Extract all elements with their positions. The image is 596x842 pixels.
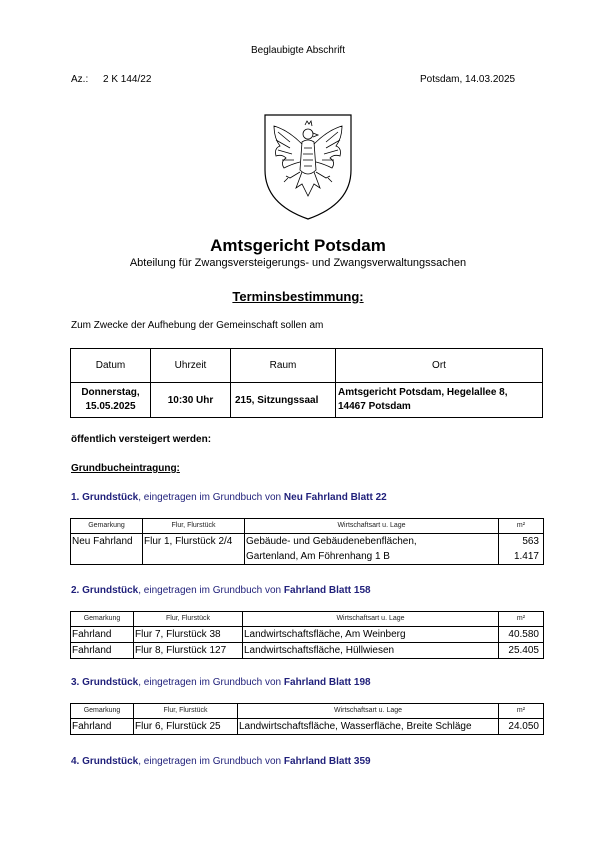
appointment-weekday: Donnerstag, xyxy=(81,387,140,398)
cell-art-line2: Gartenland, Am Föhrenhang 1 B xyxy=(246,551,390,562)
cell-gemarkung: Fahrland xyxy=(71,627,134,643)
cell-art: Landwirtschaftsfläche, Hüllwiesen xyxy=(243,643,499,659)
plot-register-text: , eingetragen im Grundbuch von xyxy=(138,677,282,688)
appointment-value-row xyxy=(71,383,543,418)
header-gemarkung: Gemarkung xyxy=(71,704,134,719)
file-number-label: Az.: xyxy=(71,74,89,85)
plot-heading-3 xyxy=(71,677,371,688)
cell-flur: Flur 7, Flurstück 38 xyxy=(134,627,243,643)
plot-table-3 xyxy=(70,703,544,735)
table-row xyxy=(71,719,544,735)
cell-gemarkung: Fahrland xyxy=(71,643,134,659)
header-room: Raum xyxy=(231,349,336,383)
table-row xyxy=(71,627,544,643)
file-number: 2 K 144/22 xyxy=(103,74,152,85)
plot-property-label: Grundstück xyxy=(82,585,139,596)
header-art: Wirtschaftsart u. Lage xyxy=(238,704,499,719)
appointment-table xyxy=(70,348,543,418)
header-m2: m² xyxy=(499,612,544,627)
appointment-date-value: 15.05.2025 xyxy=(85,401,136,412)
appointment-place-line2: 14467 Potsdam xyxy=(338,401,411,412)
plot-number: 2. xyxy=(71,585,80,596)
plot-header-row xyxy=(71,612,544,627)
plot-header-row xyxy=(71,519,544,534)
land-register-heading: Grundbucheintragung: xyxy=(71,463,180,474)
plot-number: 4. xyxy=(71,756,80,767)
cell-m2: 24.050 xyxy=(499,719,544,735)
cell-gemarkung: Fahrland xyxy=(71,719,134,735)
plot-heading-1 xyxy=(71,492,387,503)
appointment-header-row xyxy=(71,349,543,383)
header-art: Wirtschaftsart u. Lage xyxy=(243,612,499,627)
plot-number: 3. xyxy=(71,677,80,688)
cell-m2-line2: 1.417 xyxy=(513,551,539,562)
plot-property-label: Grundstück xyxy=(82,677,139,688)
plot-register-text: , eingetragen im Grundbuch von xyxy=(138,756,282,767)
appointment-room: 215, Sitzungssaal xyxy=(231,383,336,418)
plot-property-label: Grundstück xyxy=(82,756,139,767)
plot-property-label: Grundstück xyxy=(82,492,139,503)
header-flur: Flur, Flurstück xyxy=(143,519,245,534)
coat-of-arms-icon xyxy=(262,112,354,222)
header-gemarkung: Gemarkung xyxy=(71,612,134,627)
plot-table-2 xyxy=(70,611,544,659)
plot-table-1 xyxy=(70,518,544,565)
header-place: Ort xyxy=(336,349,543,383)
cell-art: Landwirtschaftsfläche, Am Weinberg xyxy=(243,627,499,643)
plot-register-text: , eingetragen im Grundbuch von xyxy=(138,585,282,596)
copy-label: Beglaubigte Abschrift xyxy=(251,45,345,56)
plot-number: 1. xyxy=(71,492,80,503)
header-flur: Flur, Flurstück xyxy=(134,612,243,627)
cell-art xyxy=(245,534,499,565)
cell-m2: 40.580 xyxy=(499,627,544,643)
court-name: Amtsgericht Potsdam xyxy=(210,236,386,255)
appointment-place xyxy=(336,383,543,418)
place-date: Potsdam, 14.03.2025 xyxy=(420,74,516,85)
header-art: Wirtschaftsart u. Lage xyxy=(245,519,499,534)
plot-register: Fahrland Blatt 359 xyxy=(283,756,371,767)
notice-title: Terminsbestimmung: xyxy=(232,289,364,304)
plot-register: Neu Fahrland Blatt 22 xyxy=(283,492,387,503)
cell-m2 xyxy=(499,534,544,565)
cell-flur: Flur 8, Flurstück 127 xyxy=(134,643,243,659)
plot-register: Fahrland Blatt 198 xyxy=(283,677,371,688)
cell-m2-line1: 563 xyxy=(522,536,539,547)
cell-art-line1: Gebäude- und Gebäudenebenflächen, xyxy=(246,536,417,547)
header-date: Datum xyxy=(71,349,151,383)
appointment-date xyxy=(71,383,151,418)
header-flur: Flur, Flurstück xyxy=(134,704,238,719)
appointment-place-line1: Amtsgericht Potsdam, Hegelallee 8, xyxy=(338,387,508,398)
cell-flur: Flur 1, Flurstück 2/4 xyxy=(143,534,245,565)
auction-text: öffentlich versteigert werden: xyxy=(71,434,212,445)
table-row xyxy=(71,643,544,659)
plot-register-text: , eingetragen im Grundbuch von xyxy=(138,492,282,503)
header-gemarkung: Gemarkung xyxy=(71,519,143,534)
header-m2: m² xyxy=(499,704,544,719)
header-time: Uhrzeit xyxy=(151,349,231,383)
cell-flur: Flur 6, Flurstück 25 xyxy=(134,719,238,735)
plot-heading-4 xyxy=(71,756,371,767)
appointment-time: 10:30 Uhr xyxy=(151,383,231,418)
plot-header-row xyxy=(71,704,544,719)
court-department: Abteilung für Zwangsversteigerungs- und Zwangsverwaltungssachen xyxy=(129,257,467,269)
table-row xyxy=(71,534,544,565)
header-m2: m² xyxy=(499,519,544,534)
plot-register: Fahrland Blatt 158 xyxy=(283,585,371,596)
cell-gemarkung: Neu Fahrland xyxy=(71,534,143,565)
plot-heading-2 xyxy=(71,585,371,596)
intro-text: Zum Zwecke der Aufhebung der Gemeinschaft sollen am xyxy=(71,320,324,331)
cell-m2: 25.405 xyxy=(499,643,544,659)
cell-art: Landwirtschaftsfläche, Wasserfläche, Breite Schläge xyxy=(238,719,499,735)
